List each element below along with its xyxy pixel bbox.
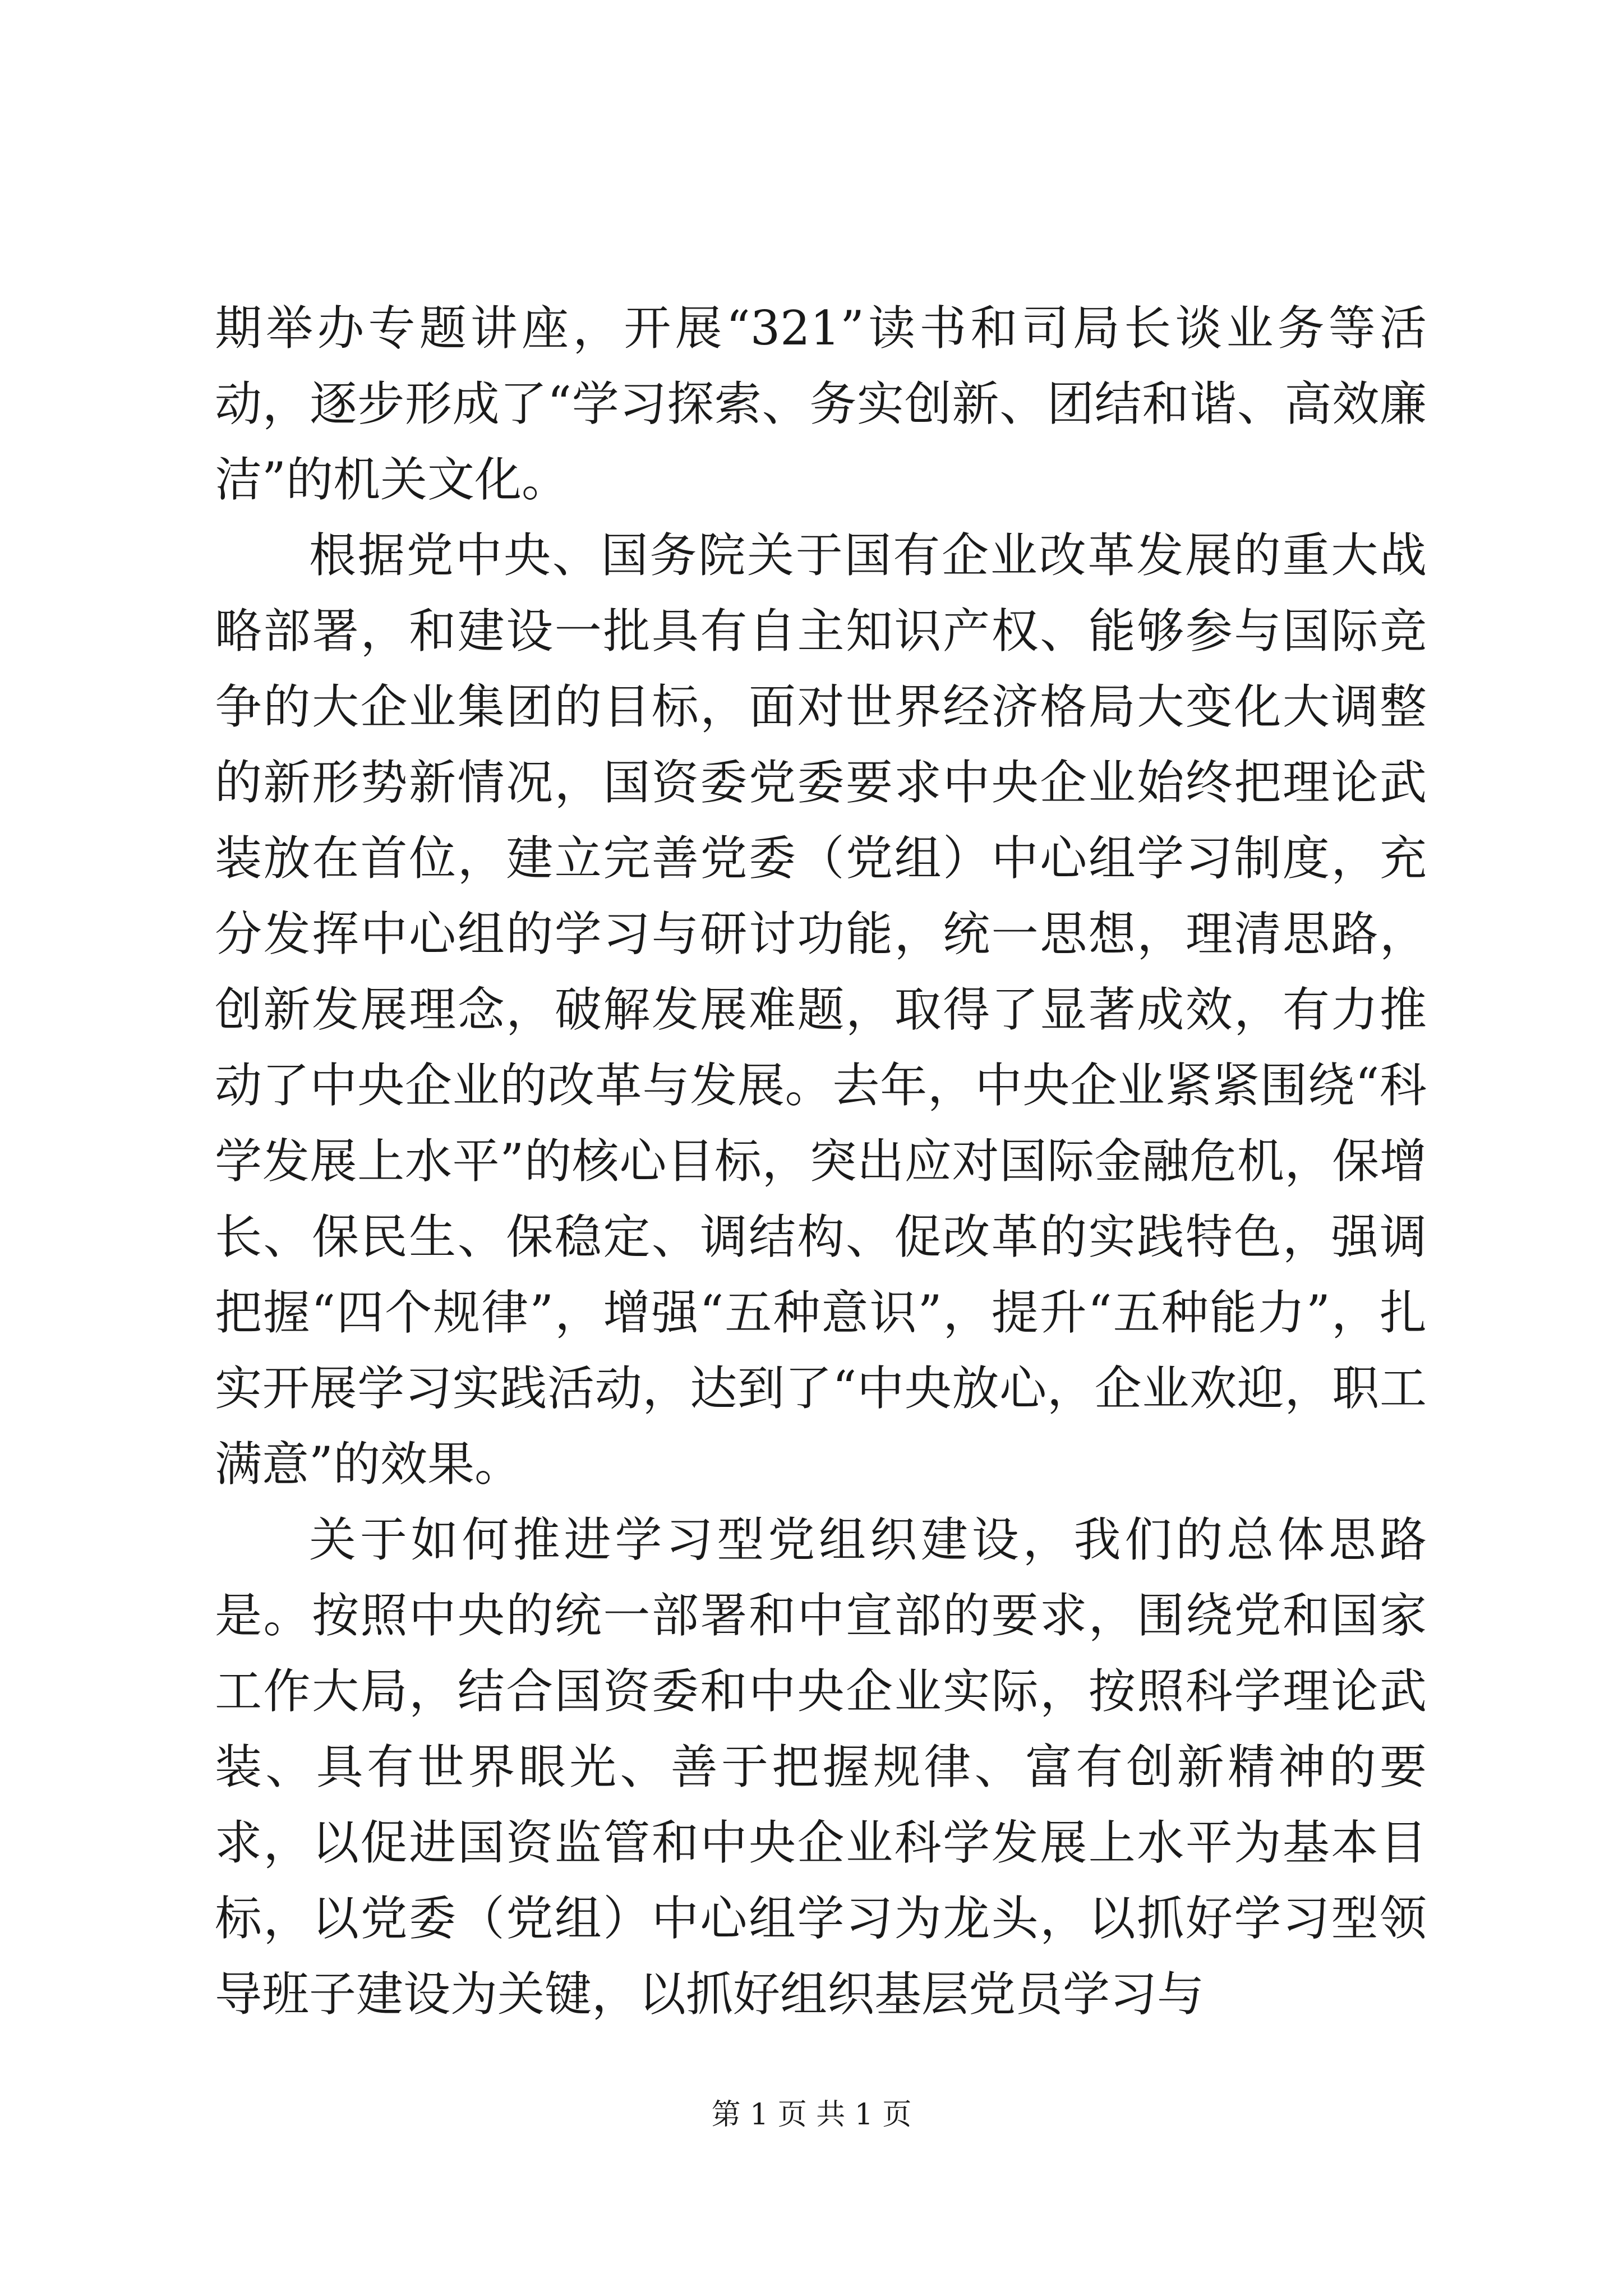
page-footer: 第 1 页 共 1 页 [711, 2098, 912, 2132]
paragraph-reform-strategy: 根据党中央、国务院关于国有企业改革发展的重大战略部署，和建设一批具有自主知识产权、能够参与国际竞争的大企业集团的目标，面对世界经济格局大变化大调整的新形势新情况，国资委党委要求中央企业始终把理论武装放在首位，建立完善党委（党组）中心组学习制度，充分发挥中心组的学习与研讨功能，统一思想，理清思路，创新发展理念，破解发展难题，取得了显著成效，有力推动了中央企业的改革与发展。去年，中央企业紧紧围绕“科学发展上水平”的核心目标，突出应对国际金融危机，保增长、保民生、保稳定、调结构、促改革的实践特色，强调把握“四个规律”，增强“五种意识”，提升“五种能力”，扎实开展学习实践活动，达到了“中央放心，企业欢迎，职工满意”的效果。 [215, 528, 1427, 1492]
paragraph-overall-approach: 关于如何推进学习型党组织建设，我们的总体思路是。按照中央的统一部署和中宣部的要求，围绕党和国家工作大局，结合国资委和中央企业实际，按照科学理论武装、具有世界眼光、善于把握规律、富有创新精神的要求，以促进国资监管和中央企业科学发展上水平为基本目标，以党委（党组）中心组学习为龙头，以抓好学习型领导班子建设为关键，以抓好组织基层党员学习与 [215, 1512, 1427, 2022]
paragraph-continuation: 期举办专题讲座，开展“321”读书和司局长谈业务等活动，逐步形成了“学习探索、务实创新、团结和谐、高效廉洁”的机关文化。 [215, 301, 1427, 507]
document-body [215, 291, 1427, 2032]
